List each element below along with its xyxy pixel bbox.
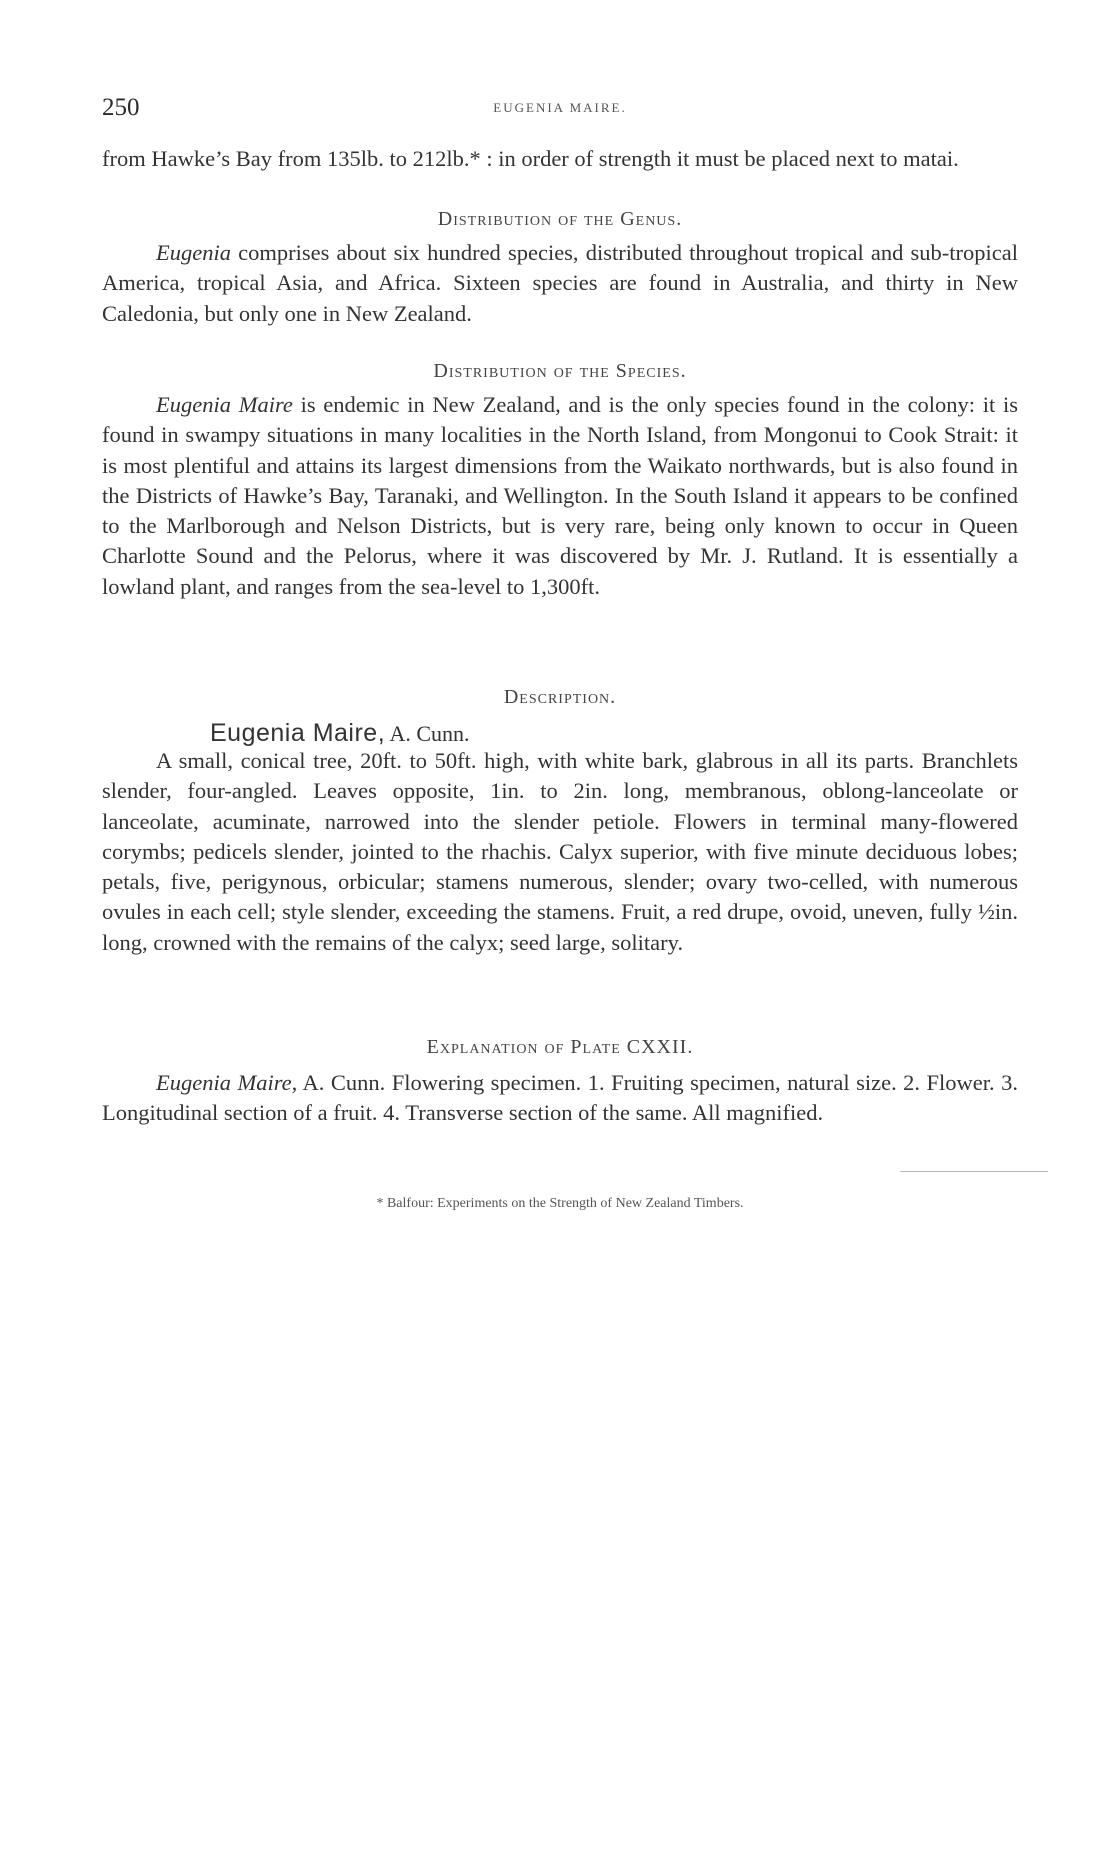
explanation-text: A. Cunn. Flowering specimen. 1. Fruiting specimen, natural size. 2. Flower. 3. Longitudinal section of a fruit. 4. Transverse section of the same. All magnified.: [102, 1070, 1019, 1126]
heading-distribution-species: Distribution of the Species.: [433, 360, 687, 382]
paragraph-distribution-genus: [102, 238, 1018, 329]
running-head: [102, 94, 1018, 128]
footnote-rule: [900, 1171, 1048, 1172]
intro-paragraph: from Hawke’s Bay from 135lb. to 212lb.* : in order of strength it must be placed next to matai.: [102, 146, 959, 171]
genus-distribution-text: comprises about six hundred species, distributed throughout tropical and sub-tropical America, tropical Asia, and Africa. Sixteen species are found in Australia, and thirty in New Caledonia, but only one in New Zealand.: [102, 240, 1018, 326]
paragraph-distribution-species: [102, 390, 1018, 602]
paragraph-explanation: [102, 1068, 1018, 1129]
species-title-name: Eugenia Maire,: [210, 719, 386, 747]
species-distribution-text: is endemic in New Zealand, and is the only species found in the colony: it is found in swampy situations in many localities in the North Island, from Mongonui to Cook Strait: it is most plentiful and attains its largest dimensions from the Waikato northwards, but is also found in the Districts of Hawke’s Bay, Taranaki, and Wellington. In the South Island it appears to be confined to the Marlborough and Nelson Districts, but is very rare, being only known to occur in Queen Charlotte Sound and the Pelorus, where it was discovered by Mr. J. Rutland. It is essentially a lowland plant, and ranges from the sea-level to 1,300ft.: [102, 392, 1018, 599]
heading-explanation-plate: Explanation of Plate CXXII.: [426, 1036, 694, 1058]
footnote: * Balfour: Experiments on the Strength of New Zealand Timbers.: [376, 1196, 744, 1211]
species-title-author: A. Cunn.: [385, 721, 470, 746]
heading-description: Description.: [503, 686, 617, 708]
species-title: [210, 718, 470, 748]
running-title: EUGENIA MAIRE.: [493, 100, 627, 115]
heading-distribution-genus: Distribution of the Genus.: [437, 208, 683, 230]
page-number: 250: [102, 94, 140, 121]
explanation-italic-name: Eugenia Maire,: [156, 1070, 298, 1095]
species-italic-name: Eugenia Maire: [156, 392, 293, 417]
genus-italic-name: Eugenia: [156, 240, 231, 265]
paragraph-description: A small, conical tree, 20ft. to 50ft. high, with white bark, glabrous in all its parts. Branchlets slender, four-angled. Leaves opposite, 1in. to 2in. long, membranous, oblong-lanceolate or lanceolate, acuminate, narrowed into the slender petiole. Flowers in terminal many-flowered corymbs; pedicels slender, jointed to the rhachis. Calyx superior, with five minute deciduous lobes; petals, five, perigynous, orbicular; stamens numerous, slender; ovary two-celled, with numerous ovules in each cell; style slender, exceeding the stamens. Fruit, a red drupe, ovoid, uneven, fully ½in. long, crowned with the remains of the calyx; seed large, solitary.: [102, 748, 1018, 955]
